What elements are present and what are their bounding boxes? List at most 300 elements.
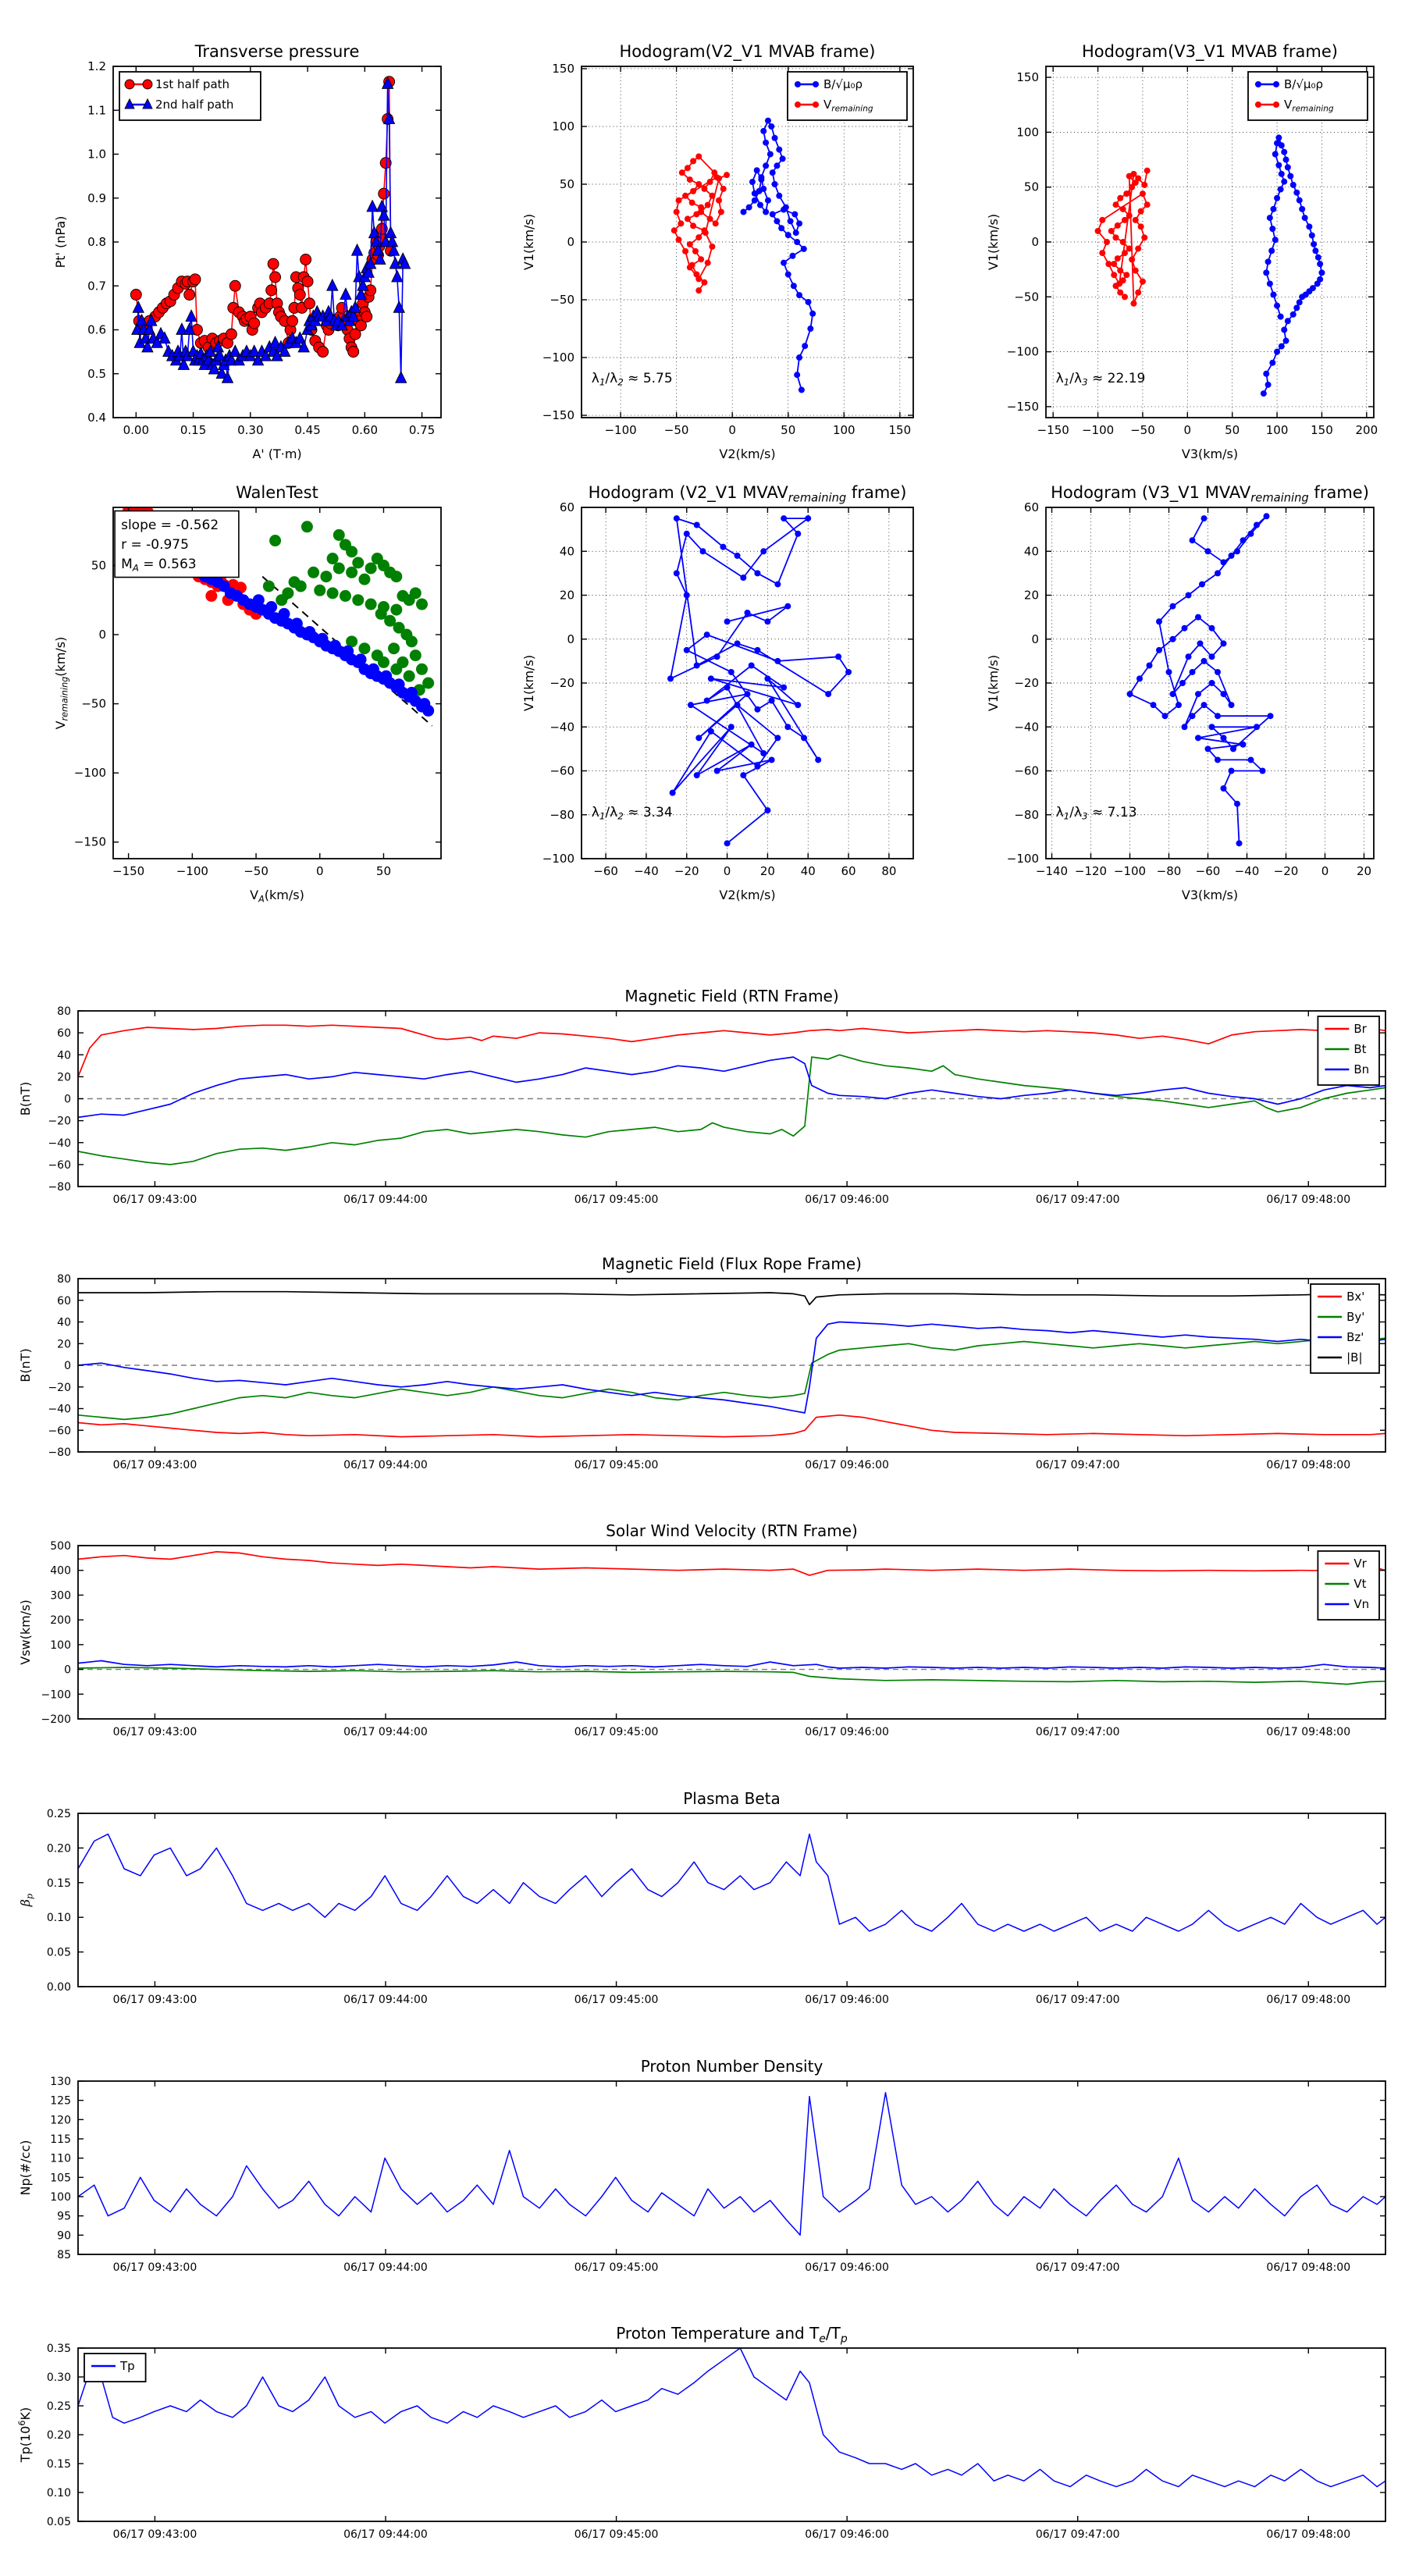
- data-point-dot: [709, 244, 715, 250]
- y-tick-label: 110: [50, 2152, 71, 2165]
- x-tick-label: 06/17 09:46:00: [805, 2528, 889, 2541]
- data-point-dot: [1201, 702, 1208, 708]
- data-point-dot: [1179, 680, 1186, 686]
- data-point-dot: [1115, 255, 1121, 262]
- data-point-dot: [763, 162, 769, 169]
- data-point-dot: [1265, 382, 1272, 388]
- data-point-circle: [190, 274, 201, 285]
- data-point-dot: [807, 326, 813, 332]
- data-point-dot: [1170, 691, 1176, 697]
- data-point-dot: [684, 531, 690, 537]
- legend: [1318, 1016, 1379, 1085]
- data-point-dot: [674, 570, 680, 576]
- data-point-dot: [1285, 318, 1291, 324]
- data-point-dot: [754, 647, 760, 653]
- data-point-dot: [355, 653, 367, 665]
- data-point-dot: [1099, 217, 1105, 223]
- chart-title: Magnetic Field (Flux Rope Frame): [602, 1254, 862, 1273]
- data-point-dot: [1138, 208, 1144, 215]
- y-tick-label: 115: [50, 2133, 71, 2146]
- data-point-dot: [1263, 371, 1269, 377]
- legend-box: [84, 2354, 146, 2382]
- data-point-dot: [1274, 140, 1280, 146]
- data-point-dot: [327, 587, 339, 599]
- y-tick-label: 0.4: [87, 411, 106, 425]
- chart-title: Hodogram(V2_V1 MVAB frame): [619, 42, 876, 61]
- data-point-dot: [390, 571, 402, 582]
- y-tick-label: 40: [559, 544, 574, 559]
- y-tick-label: −20: [1014, 676, 1039, 690]
- annotation-line: slope = -0.562: [121, 518, 219, 533]
- data-point-dot: [785, 271, 791, 277]
- legend-label: 1st half path: [155, 77, 230, 91]
- legend-label: Bn: [1353, 1062, 1370, 1076]
- data-point-circle: [379, 188, 389, 199]
- data-point-dot: [1268, 713, 1274, 719]
- data-point-dot: [795, 81, 801, 87]
- data-point-dot: [1195, 735, 1201, 741]
- chart-title: Plasma Beta: [683, 1789, 781, 1808]
- x-tick-label: 0.00: [123, 423, 150, 437]
- data-point-dot: [774, 218, 780, 224]
- data-point-dot: [406, 635, 418, 647]
- data-point-dot: [1254, 724, 1260, 730]
- y-tick-label: 500: [50, 1540, 71, 1553]
- x-tick-label: 100: [1265, 423, 1289, 437]
- data-point-dot: [716, 197, 722, 204]
- data-point-dot: [1255, 81, 1261, 87]
- y-tick-label: −100: [73, 766, 106, 781]
- x-tick-label: 06/17 09:48:00: [1266, 2261, 1351, 2274]
- data-point-dot: [1260, 768, 1266, 774]
- data-point-circle: [287, 315, 298, 326]
- data-point-dot: [781, 260, 787, 266]
- data-point-dot: [416, 664, 428, 675]
- data-point-dot: [1285, 164, 1291, 170]
- y-tick-label: 0.10: [46, 1912, 71, 1925]
- data-point-dot: [358, 642, 370, 654]
- data-point-dot: [770, 169, 776, 176]
- x-tick-label: −60: [593, 864, 618, 878]
- y-axis-label: V1(km/s): [986, 654, 1001, 712]
- x-tick-label: 06/17 09:46:00: [805, 2261, 889, 2274]
- data-point-dot: [1123, 190, 1129, 197]
- data-point-dot: [1113, 234, 1119, 240]
- data-point-dot: [774, 162, 780, 169]
- data-point-dot: [1215, 570, 1221, 576]
- data-point-dot: [745, 691, 751, 697]
- x-tick-label: 60: [841, 864, 856, 878]
- data-point-dot: [701, 186, 707, 192]
- x-axis-label: V2(km/s): [719, 888, 776, 902]
- chart-title: Proton Number Density: [640, 2057, 823, 2076]
- y-tick-label: 0.00: [46, 1981, 71, 1994]
- data-point-dot: [763, 140, 769, 146]
- data-point-dot: [776, 193, 782, 199]
- data-point-dot: [674, 209, 680, 215]
- data-point-circle: [125, 80, 134, 89]
- y-tick-label: 0.35: [46, 2343, 71, 2355]
- data-point-dot: [1122, 250, 1128, 256]
- x-axis-label: V2(km/s): [719, 447, 776, 461]
- y-tick-label: 40: [57, 1049, 71, 1062]
- data-point-dot: [1317, 261, 1323, 267]
- y-tick-label: 300: [50, 1589, 71, 1603]
- y-tick-label: 60: [57, 1027, 71, 1041]
- data-point-dot: [1123, 272, 1129, 278]
- data-point-dot: [1281, 149, 1287, 155]
- data-point-dot: [1151, 702, 1157, 708]
- data-point-dot: [1127, 691, 1133, 697]
- data-point-dot: [684, 592, 690, 599]
- data-point-dot: [692, 248, 699, 254]
- y-tick-label: 60: [1023, 500, 1039, 514]
- y-axis-label: $\beta_p$: [18, 1893, 35, 1907]
- data-point-dot: [740, 575, 746, 581]
- data-point-dot: [1215, 713, 1221, 719]
- data-point-dot: [1133, 268, 1139, 274]
- y-tick-label: 50: [1023, 180, 1039, 194]
- y-tick-label: 80: [57, 1005, 71, 1018]
- data-point-circle: [143, 80, 152, 89]
- data-point-dot: [682, 248, 688, 254]
- y-tick-label: 0.20: [46, 1842, 71, 1856]
- data-point-dot: [1309, 233, 1315, 239]
- y-tick-label: 90: [57, 2229, 71, 2243]
- data-point-dot: [749, 742, 755, 748]
- data-point-dot: [740, 772, 746, 778]
- x-tick-label: 200: [1355, 423, 1378, 437]
- x-tick-label: 06/17 09:43:00: [112, 1194, 197, 1206]
- x-tick-label: 50: [781, 423, 796, 437]
- data-point-circle: [270, 272, 281, 283]
- data-point-dot: [1209, 680, 1215, 686]
- y-tick-label: −150: [542, 408, 574, 423]
- data-point-dot: [1209, 653, 1215, 660]
- data-point-dot: [845, 669, 852, 675]
- x-tick-label: 20: [759, 864, 775, 878]
- x-tick-label: 0.30: [237, 423, 264, 437]
- data-point-dot: [704, 698, 710, 704]
- data-point-dot: [1229, 702, 1235, 708]
- data-point-dot: [670, 790, 676, 796]
- data-point-dot: [1108, 228, 1115, 234]
- y-tick-label: 120: [50, 2114, 71, 2127]
- chart-title: Solar Wind Velocity (RTN Frame): [606, 1521, 858, 1540]
- y-tick-label: 0.20: [46, 2429, 71, 2442]
- data-point-dot: [728, 669, 735, 675]
- y-tick-label: −80: [48, 1446, 71, 1459]
- data-point-dot: [794, 239, 800, 245]
- y-tick-label: 0.9: [87, 190, 106, 205]
- y-axis-label: $Tp(10^6K)$: [16, 2407, 33, 2463]
- data-point-dot: [1268, 247, 1275, 254]
- data-point-dot: [1117, 290, 1123, 296]
- data-point-dot: [1113, 201, 1119, 208]
- x-tick-label: 150: [888, 423, 912, 437]
- data-point-dot: [263, 580, 275, 592]
- data-point-dot: [1274, 303, 1280, 309]
- data-point-dot: [701, 279, 707, 286]
- legend-box: [1318, 1551, 1379, 1620]
- x-tick-label: −100: [176, 864, 208, 878]
- y-tick-label: 1.1: [87, 103, 106, 118]
- legend: [1318, 1551, 1379, 1620]
- data-point-dot: [1310, 285, 1316, 291]
- y-tick-label: −40: [48, 1137, 71, 1150]
- data-point-dot: [1186, 653, 1192, 660]
- data-point-dot: [291, 617, 303, 629]
- annotation-text: $\lambda_1/\lambda_2 \approx 5.75$: [591, 371, 673, 388]
- y-tick-label: −80: [550, 807, 574, 822]
- data-point-circle: [301, 254, 311, 265]
- x-tick-label: 06/17 09:45:00: [574, 1726, 659, 1738]
- data-point-dot: [675, 197, 681, 204]
- data-point-dot: [764, 618, 770, 624]
- x-tick-label: −120: [1074, 864, 1108, 878]
- data-point-dot: [314, 585, 325, 596]
- data-point-dot: [684, 647, 690, 653]
- data-point-dot: [695, 181, 702, 187]
- data-point-dot: [308, 567, 319, 578]
- data-point-dot: [795, 531, 801, 537]
- data-point-dot: [735, 553, 741, 559]
- data-point-dot: [1099, 250, 1105, 256]
- x-tick-label: 80: [881, 864, 897, 878]
- data-point-dot: [709, 193, 715, 199]
- y-tick-label: −40: [550, 720, 574, 735]
- data-point-dot: [410, 649, 422, 661]
- y-tick-label: 60: [559, 500, 574, 514]
- data-point-dot: [1199, 581, 1205, 587]
- data-point-dot: [340, 590, 351, 602]
- data-point-dot: [1130, 171, 1136, 177]
- data-point-dot: [1126, 212, 1133, 219]
- data-point-dot: [799, 386, 805, 393]
- x-tick-label: 0: [315, 864, 324, 878]
- y-tick-label: 200: [50, 1614, 71, 1628]
- data-point-dot: [674, 515, 680, 521]
- data-point-dot: [749, 663, 755, 669]
- data-point-dot: [1312, 247, 1318, 254]
- data-point-dot: [1221, 559, 1227, 565]
- y-tick-label: 95: [57, 2210, 71, 2223]
- chart-title: Hodogram(V3_V1 MVAB frame): [1082, 42, 1338, 61]
- data-point-dot: [796, 354, 802, 361]
- data-point-dot: [1111, 272, 1117, 278]
- y-tick-label: −20: [48, 1381, 71, 1394]
- x-tick-label: −100: [604, 423, 637, 437]
- data-point-dot: [1170, 636, 1176, 642]
- x-tick-label: 06/17 09:48:00: [1266, 1994, 1351, 2006]
- data-point-dot: [802, 343, 808, 349]
- y-tick-label: 0: [64, 1663, 71, 1677]
- y-axis-label: Vsw(km/s): [18, 1599, 33, 1665]
- x-tick-label: 06/17 09:44:00: [343, 1994, 428, 2006]
- data-point-dot: [1201, 515, 1208, 521]
- data-point-dot: [1240, 537, 1247, 543]
- data-point-dot: [694, 772, 700, 778]
- data-point-dot: [1234, 801, 1240, 807]
- data-point-dot: [406, 687, 418, 699]
- y-axis-label: V1(km/s): [986, 213, 1001, 271]
- y-tick-label: 0.05: [46, 1946, 71, 1959]
- data-point-dot: [1290, 182, 1297, 188]
- data-point-dot: [378, 656, 389, 668]
- data-point-dot: [714, 768, 720, 774]
- y-tick-label: 85: [57, 2249, 71, 2261]
- data-point-dot: [685, 215, 691, 222]
- data-point-dot: [1311, 241, 1317, 247]
- legend-label: Bt: [1353, 1042, 1367, 1056]
- data-point-dot: [707, 215, 713, 222]
- data-point-dot: [1162, 713, 1168, 719]
- data-point-dot: [724, 685, 731, 691]
- y-axis-label: B(nT): [18, 1081, 33, 1116]
- x-tick-label: −100: [1081, 423, 1115, 437]
- x-tick-label: 06/17 09:45:00: [574, 2261, 659, 2274]
- data-point-dot: [685, 165, 691, 171]
- x-tick-label: 0.45: [294, 423, 321, 437]
- y-tick-label: 40: [1023, 544, 1039, 559]
- x-tick-label: −20: [1273, 864, 1299, 878]
- x-tick-label: 06/17 09:45:00: [574, 1994, 659, 2006]
- data-point-dot: [1147, 663, 1153, 669]
- y-tick-label: 20: [1023, 588, 1039, 603]
- legend-label: Vr: [1353, 1557, 1367, 1571]
- data-point-circle: [294, 290, 305, 301]
- y-axis-label: B(nT): [18, 1348, 33, 1382]
- data-point-dot: [708, 675, 714, 681]
- legend: [119, 72, 261, 120]
- data-point-circle: [184, 290, 195, 301]
- data-point-dot: [317, 633, 329, 645]
- annotation-text: $\lambda_1/\lambda_3 \approx 7.13$: [1055, 805, 1137, 822]
- data-point-dot: [1297, 299, 1303, 305]
- data-point-dot: [774, 735, 781, 741]
- y-tick-label: −60: [48, 1158, 71, 1172]
- data-point-dot: [764, 675, 770, 681]
- y-tick-label: −100: [542, 350, 574, 365]
- x-tick-label: 0: [723, 864, 731, 878]
- data-point-dot: [1267, 215, 1273, 221]
- data-point-dot: [789, 253, 795, 259]
- y-tick-label: 125: [50, 2094, 71, 2108]
- data-point-dot: [253, 594, 265, 606]
- legend-label: $V_{remaining}$: [823, 98, 873, 114]
- legend-label: 2nd half path: [155, 98, 234, 112]
- data-point-dot: [758, 176, 764, 183]
- legend: [788, 72, 907, 120]
- y-tick-label: −50: [1014, 290, 1039, 304]
- data-point-dot: [1186, 592, 1192, 599]
- x-tick-label: 06/17 09:44:00: [343, 1459, 428, 1471]
- data-point-dot: [756, 188, 763, 194]
- data-point-dot: [1229, 553, 1235, 559]
- x-tick-label: 06/17 09:48:00: [1266, 2528, 1351, 2541]
- data-point-dot: [752, 197, 758, 204]
- y-tick-label: 100: [50, 1638, 71, 1652]
- data-point-circle: [318, 347, 329, 358]
- chart-title: Hodogram (V2_V1 $MVAV_{remaining}$ frame): [588, 483, 907, 505]
- data-point-dot: [801, 246, 807, 252]
- data-point-dot: [1283, 338, 1289, 344]
- data-point-dot: [1122, 294, 1128, 300]
- data-point-dot: [1272, 237, 1279, 243]
- data-point-dot: [667, 675, 674, 681]
- data-point-dot: [1138, 223, 1144, 229]
- data-point-dot: [796, 220, 802, 226]
- data-point-dot: [1263, 269, 1269, 276]
- data-point-dot: [416, 599, 428, 610]
- x-tick-label: −50: [1130, 423, 1155, 437]
- data-point-dot: [778, 225, 784, 231]
- x-tick-label: 06/17 09:48:00: [1266, 1194, 1351, 1206]
- data-point-dot: [694, 663, 700, 669]
- y-tick-label: 0: [567, 632, 574, 646]
- data-point-dot: [1195, 614, 1201, 621]
- data-point-dot: [705, 260, 711, 266]
- x-tick-label: 06/17 09:44:00: [343, 1726, 428, 1738]
- y-tick-label: −100: [1006, 344, 1039, 359]
- data-point-circle: [304, 298, 315, 309]
- x-tick-label: −150: [112, 864, 145, 878]
- data-point-dot: [679, 169, 685, 176]
- x-tick-label: 06/17 09:44:00: [343, 2528, 428, 2541]
- data-point-dot: [1274, 195, 1280, 201]
- data-point-dot: [768, 123, 774, 130]
- data-point-dot: [1267, 280, 1273, 286]
- y-tick-label: 60: [57, 1294, 71, 1308]
- data-point-dot: [1229, 768, 1235, 774]
- data-point-dot: [772, 181, 778, 187]
- data-point-dot: [1281, 327, 1287, 333]
- y-tick-label: 20: [57, 1071, 71, 1084]
- y-axis-label: V1(km/s): [521, 213, 536, 271]
- data-point-dot: [390, 664, 402, 675]
- data-point-dot: [1264, 513, 1270, 519]
- data-point-dot: [1278, 314, 1284, 320]
- legend-label: Bz': [1346, 1330, 1364, 1344]
- data-point-dot: [704, 632, 710, 638]
- data-point-dot: [388, 642, 400, 654]
- x-tick-label: −50: [244, 864, 269, 878]
- legend-label: By': [1346, 1310, 1365, 1324]
- data-point-dot: [1287, 173, 1293, 180]
- data-point-dot: [1095, 228, 1101, 234]
- y-tick-label: −80: [48, 1181, 71, 1194]
- data-point-dot: [1290, 311, 1297, 318]
- y-tick-label: 100: [1016, 125, 1039, 140]
- y-axis-label: $V_{remaining}(km/s)$: [53, 636, 70, 730]
- data-point-dot: [714, 653, 720, 660]
- y-tick-label: 0.25: [46, 2400, 71, 2413]
- data-point-dot: [805, 515, 811, 521]
- chart-title: Transverse pressure: [194, 42, 360, 61]
- y-tick-label: 40: [57, 1316, 71, 1329]
- data-point-dot: [774, 581, 781, 587]
- y-tick-label: 0.25: [46, 1808, 71, 1820]
- data-point-dot: [698, 209, 704, 215]
- chart-title: Magnetic Field (RTN Frame): [624, 987, 839, 1005]
- data-point-dot: [690, 188, 696, 194]
- data-point-dot: [760, 128, 767, 134]
- y-tick-label: 0.30: [46, 2371, 71, 2384]
- y-tick-label: 0: [64, 1360, 71, 1372]
- data-point-dot: [698, 256, 704, 262]
- x-tick-label: 06/17 09:48:00: [1266, 1459, 1351, 1471]
- x-tick-label: −40: [1234, 864, 1260, 878]
